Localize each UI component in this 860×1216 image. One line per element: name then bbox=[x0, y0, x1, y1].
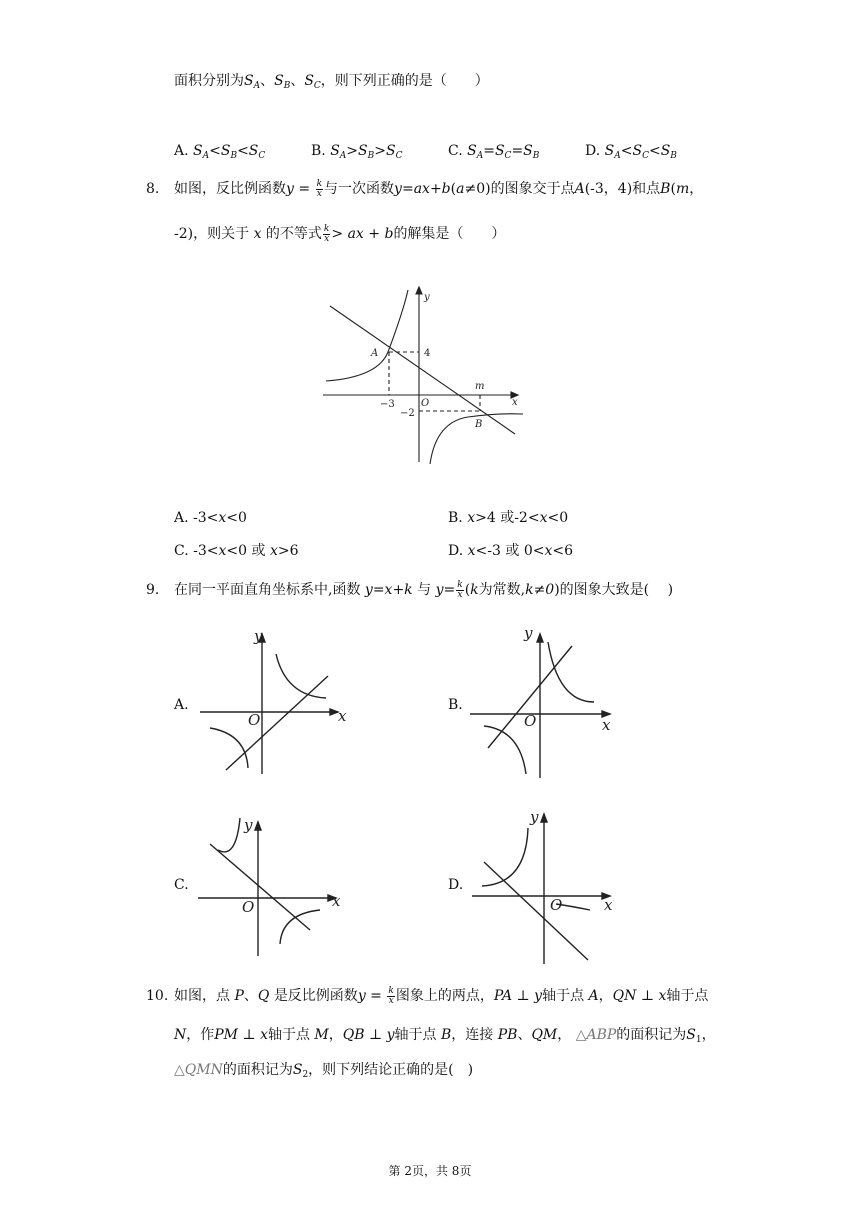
y-axis-arrow bbox=[416, 287, 422, 294]
q9-graph-d[interactable] bbox=[470, 806, 630, 966]
q8-option-b[interactable]: B. x>4 或-2<x<0 bbox=[448, 510, 569, 526]
hyperbola-q4 bbox=[280, 910, 320, 944]
hyperbola-q2 bbox=[482, 828, 528, 886]
line-y-x-plus-k bbox=[226, 676, 328, 770]
q10-number: 10. bbox=[146, 988, 169, 1004]
line-y-x-plus-k bbox=[484, 862, 588, 960]
fig-label-4: 4 bbox=[424, 348, 431, 359]
q8-figure bbox=[318, 282, 528, 467]
line-y-x-plus-k bbox=[210, 844, 310, 930]
q8-stem-line1: 如图，反比例函数y = $\frac{k}{x}$ 与一次函数y=ax+b(a≠0)的图象交于点A(-3，4)和点B(m， bbox=[174, 178, 704, 199]
q9-option-a-label[interactable]: A. bbox=[174, 697, 189, 713]
q10-stem-line2: N，作PM ⊥ x轴于点 M，QB ⊥ y轴于点 B，连接 PB、QM， △ABP的面积记为$S_1$， bbox=[174, 1027, 716, 1045]
svg-text:O: O bbox=[248, 711, 261, 729]
hyperbola-q2 bbox=[218, 818, 240, 852]
q7-option-a[interactable]: A. $S_A<S_B<S_C$ bbox=[174, 143, 266, 161]
hyperbola-q3 bbox=[210, 728, 248, 768]
q9-option-b-label[interactable]: B. bbox=[448, 697, 463, 713]
fig-label-o: O bbox=[421, 398, 430, 409]
q7-option-d[interactable]: D. $S_A<S_C<S_B$ bbox=[585, 143, 677, 161]
svg-text:y: y bbox=[244, 816, 253, 834]
fig-label-m: m bbox=[475, 381, 485, 392]
line-y-x-plus-k bbox=[488, 646, 572, 748]
linear-function-line bbox=[330, 306, 515, 434]
q9-graph-a[interactable] bbox=[198, 624, 358, 776]
q8-number: 8. bbox=[146, 181, 160, 197]
q9-option-c-label[interactable]: C. bbox=[174, 877, 189, 893]
svg-text:y: y bbox=[530, 808, 539, 826]
svg-text:x: x bbox=[602, 716, 611, 734]
hyperbola-q1 bbox=[548, 642, 594, 702]
q10-stem-line1: 如图，点 P、Q 是反比例函数y = $\frac{k}{x}$ 图象上的两点，PA ⊥ y轴于点 A，QN ⊥ x轴于点 bbox=[174, 985, 709, 1006]
fig-label-neg3: −3 bbox=[380, 399, 395, 410]
hyperbola-q1 bbox=[276, 654, 326, 698]
fig-label-neg2: −2 bbox=[400, 408, 415, 419]
q7-option-b[interactable]: B. $S_A>S_B>S_C$ bbox=[311, 143, 403, 161]
q8-stem-line2: -2)，则关于 x 的不等式 $\frac{k}{x}$ > ax + b的解集是（ ） bbox=[174, 223, 506, 244]
q9-option-d-label[interactable]: D. bbox=[448, 877, 464, 893]
fig-label-y: y bbox=[424, 292, 430, 303]
q8-option-c[interactable]: C. -3<x<0 或 x>6 bbox=[174, 543, 299, 559]
svg-text:O: O bbox=[550, 896, 563, 914]
page-footer: 第 2页，共 8页 bbox=[388, 1164, 472, 1178]
q8-option-a[interactable]: A. -3<x<0 bbox=[174, 510, 247, 526]
svg-text:O: O bbox=[242, 898, 255, 916]
svg-text:y: y bbox=[254, 627, 263, 645]
svg-text:x: x bbox=[604, 896, 613, 914]
q9-number: 9. bbox=[146, 582, 160, 598]
fig-label-a: A bbox=[371, 348, 379, 359]
q7-option-c[interactable]: C. $S_A=S_C=S_B$ bbox=[448, 143, 540, 161]
hyperbola-q3 bbox=[484, 726, 526, 774]
q10-stem-line3: △QMN的面积记为$S_2$，则下列结论正确的是( ) bbox=[174, 1062, 474, 1080]
svg-text:y: y bbox=[524, 624, 533, 642]
q9-graph-c[interactable] bbox=[196, 814, 356, 960]
q9-stem: 在同一平面直角坐标系中,函数 y=x+k 与 y= $\frac{k}{x}$ (k为常数,k≠0)的图象大致是( ) bbox=[174, 579, 674, 600]
svg-text:O: O bbox=[524, 712, 537, 730]
q7-stem-tail: 面积分别为$S_A$、$S_B$、$S_C$，则下列正确的是（ ） bbox=[174, 73, 489, 91]
fraction-k-over-x: $\frac{k}{x}$ bbox=[316, 178, 323, 199]
q8-option-d[interactable]: D. x<-3 或 0<x<6 bbox=[448, 543, 573, 559]
fig-label-b: B bbox=[475, 419, 483, 430]
svg-text:x: x bbox=[332, 892, 341, 910]
q9-graph-b[interactable] bbox=[468, 622, 628, 782]
svg-text:x: x bbox=[338, 707, 347, 725]
fig-label-x: x bbox=[512, 397, 518, 408]
hyperbola-branch-upper-left bbox=[326, 290, 408, 381]
